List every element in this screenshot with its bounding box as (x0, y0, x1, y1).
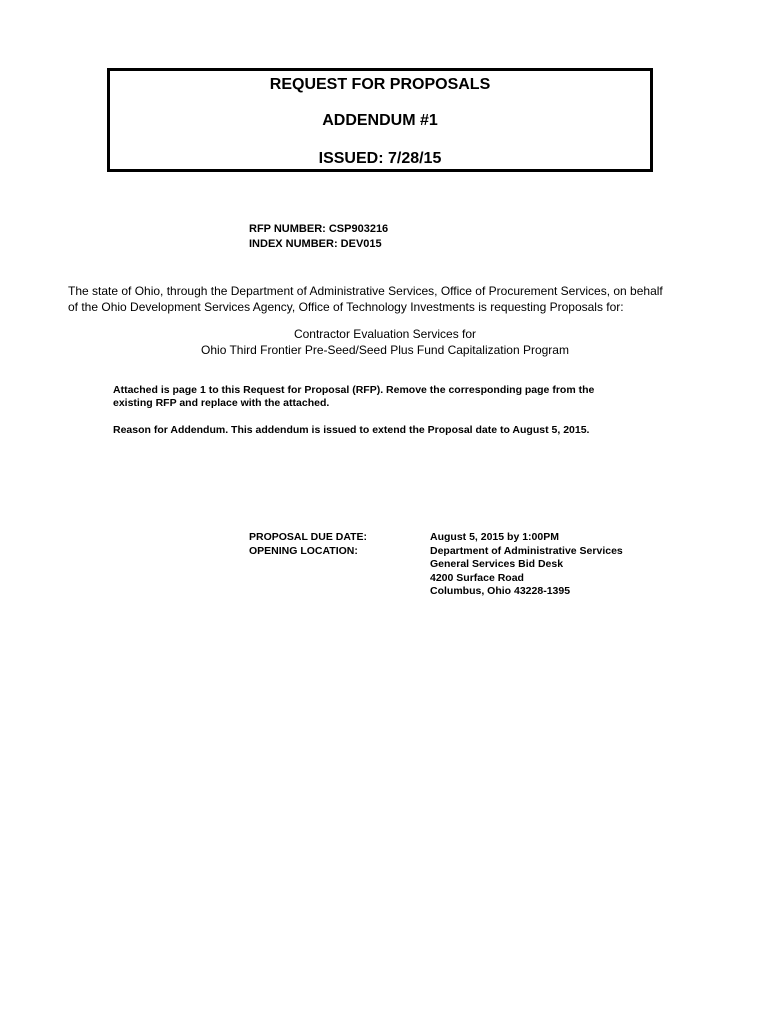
intro-line: The state of Ohio, through the Department of Administrative Services, Office of Procurement Services, on behalf (68, 284, 663, 298)
rfp-number: RFP NUMBER: CSP903216 (249, 223, 389, 235)
opening-location-label: OPENING LOCATION: (249, 544, 358, 557)
attached-note (113, 384, 663, 410)
location-line: General Services Bid Desk (430, 558, 564, 570)
intro-paragraph (68, 283, 708, 315)
proposal-labels (249, 531, 429, 558)
due-date-label: PROPOSAL DUE DATE: (249, 531, 368, 543)
attached-line: Attached is page 1 to this Request for Proposal (RFP). Remove the corresponding page from the (113, 384, 595, 396)
program-line: Contractor Evaluation Services for (293, 327, 477, 341)
proposal-values (430, 531, 730, 599)
intro-line: of the Ohio Development Services Agency, Office of Technology Investments is requesting Proposals for: (68, 300, 624, 314)
addendum-number: ADDENDUM #1 (322, 112, 438, 129)
location-line: Columbus, Ohio 43228-1395 (430, 585, 571, 597)
reason-for-addendum: Reason for Addendum. This addendum is issued to extend the Proposal date to August 5, 2015. (113, 424, 590, 436)
program-line: Ohio Third Frontier Pre-Seed/Seed Plus Fund Capitalization Program (201, 343, 569, 357)
location-line: 4200 Surface Road (430, 571, 524, 584)
location-line: Department of Administrative Services (430, 544, 623, 557)
issued-date: ISSUED: 7/28/15 (318, 150, 442, 167)
rfp-info (249, 222, 388, 252)
due-date-value: August 5, 2015 by 1:00PM (430, 531, 559, 543)
document-title: REQUEST FOR PROPOSALS (269, 76, 491, 93)
index-number: INDEX NUMBER: DEV015 (249, 238, 382, 250)
program-title (0, 326, 770, 358)
attached-line: existing RFP and replace with the attached. (113, 397, 330, 409)
title-box (107, 68, 653, 172)
